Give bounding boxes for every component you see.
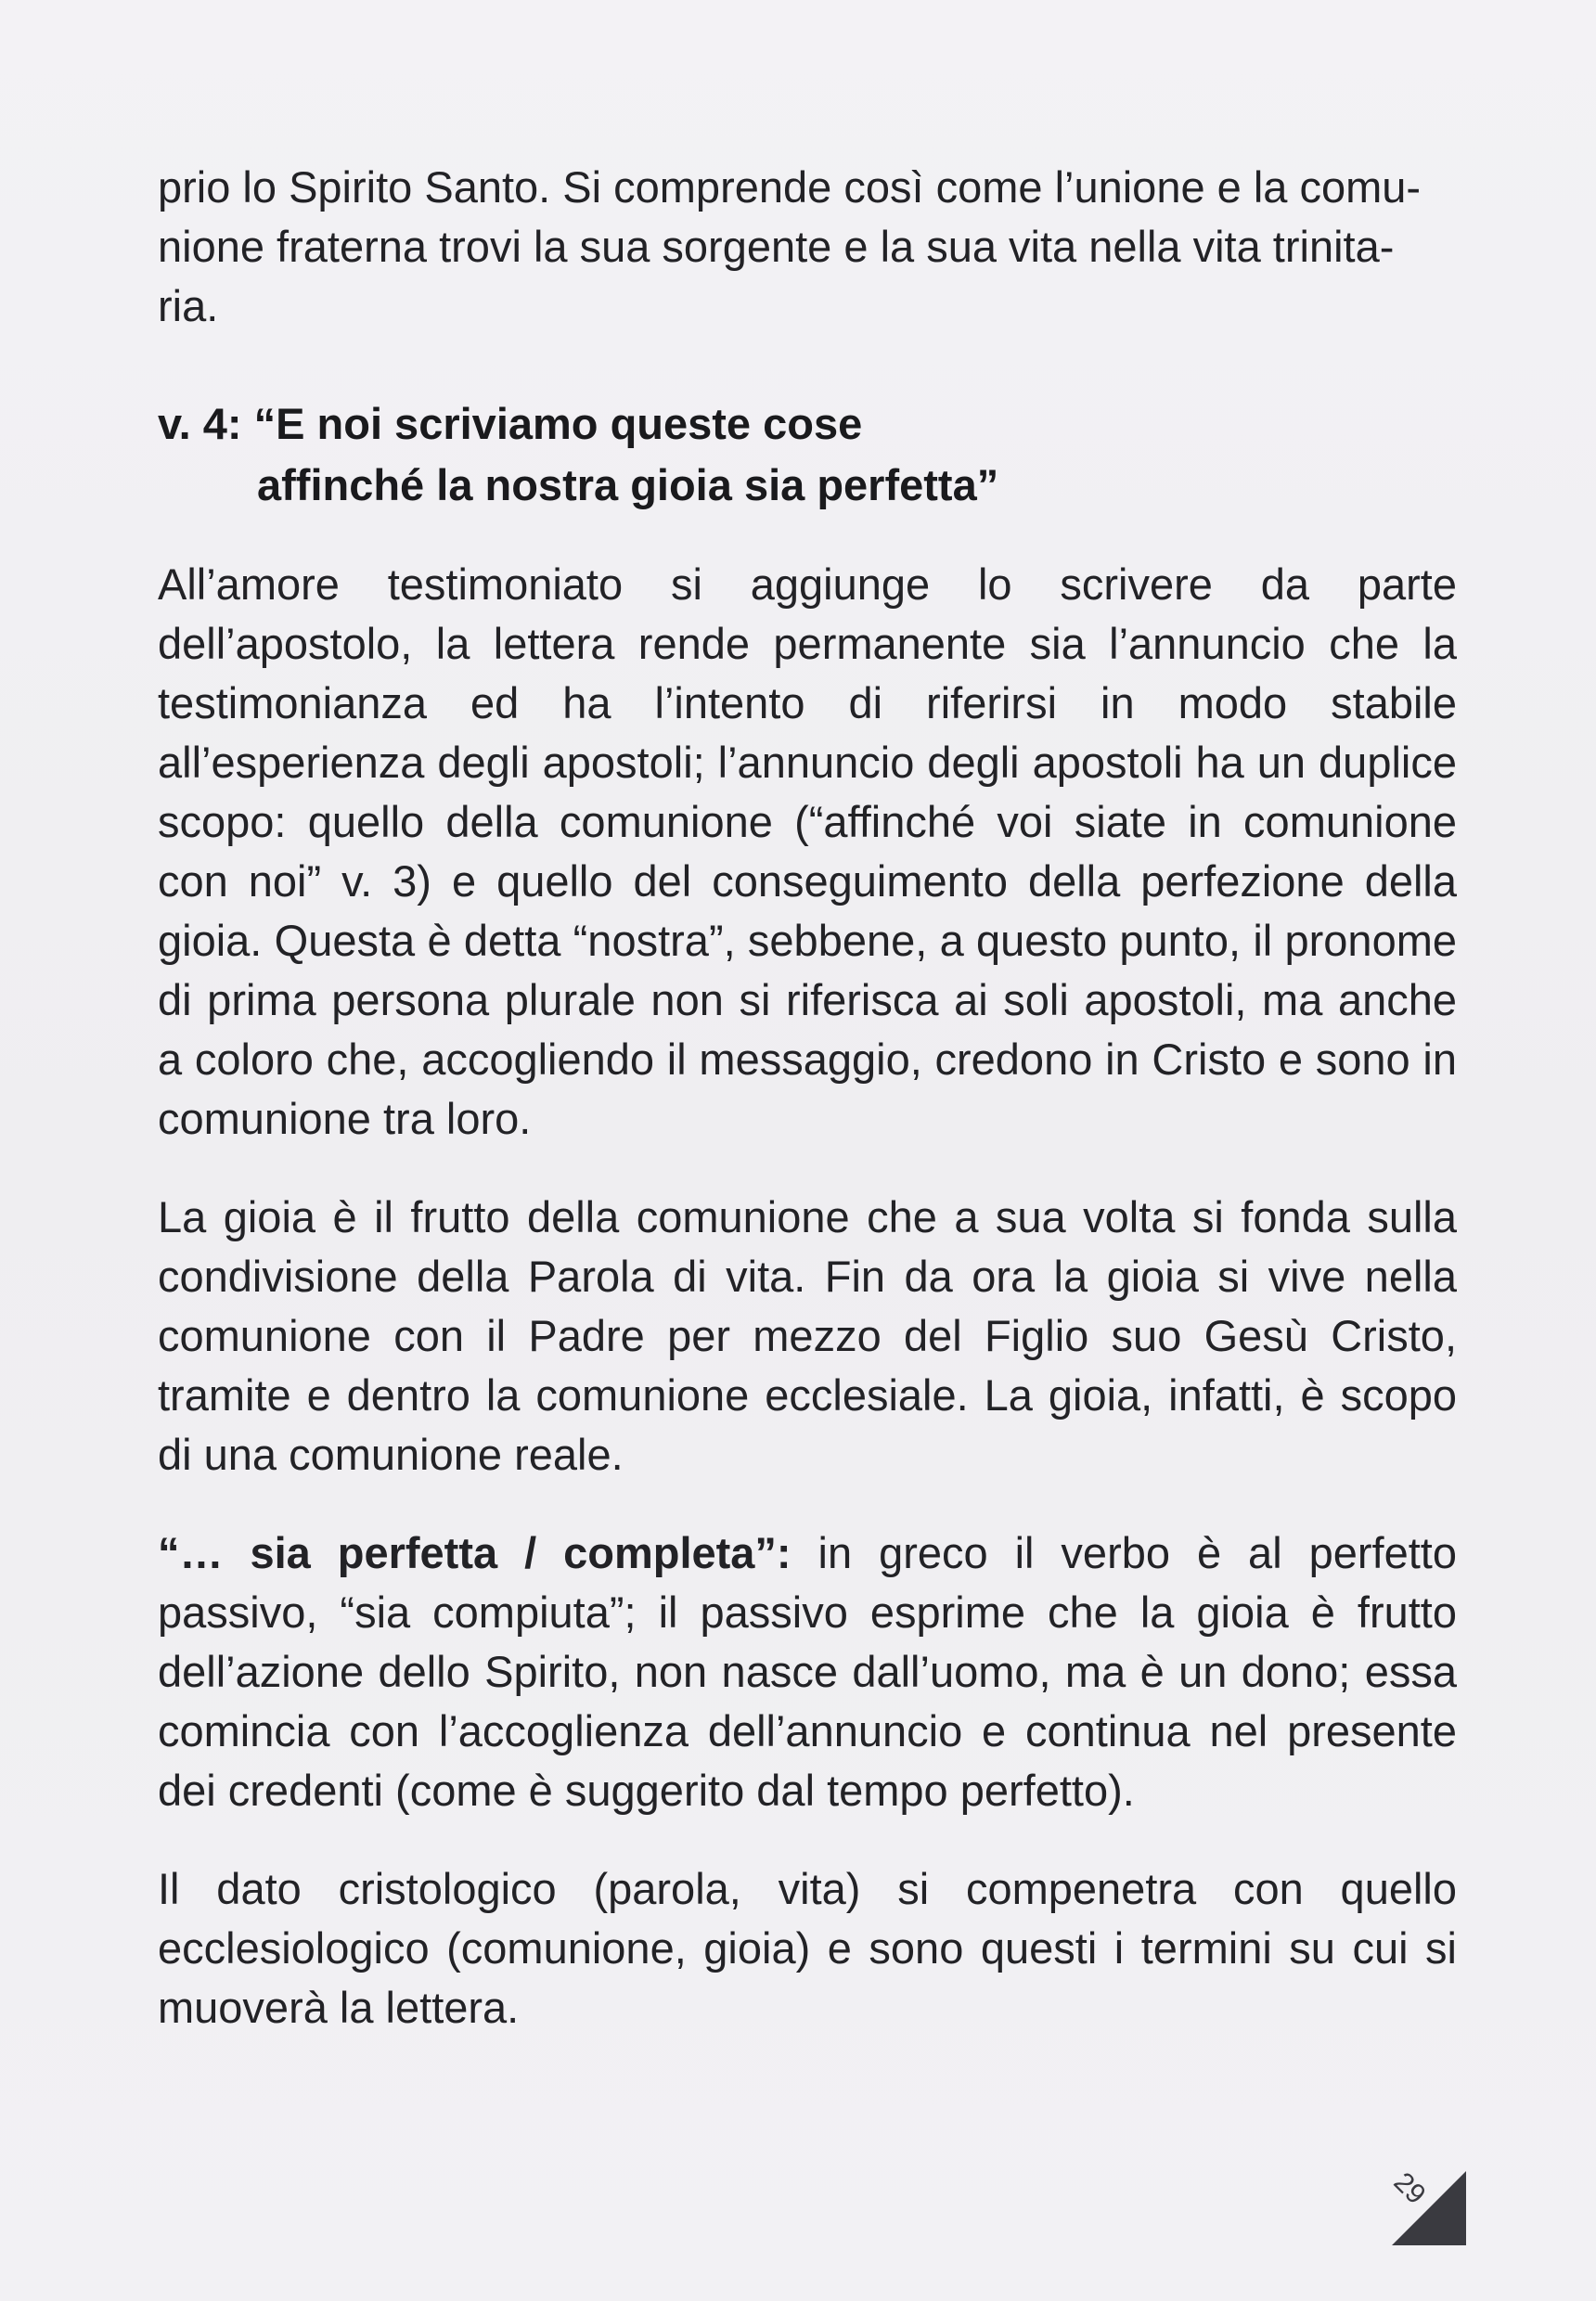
- heading-line-2: affinché la nostra gioia sia perfetta”: [257, 460, 999, 509]
- intro-line-1: prio lo Spirito Santo. Si comprende così come l’unione e la comu-: [158, 162, 1422, 212]
- paragraph-4: Il dato cristologico (parola, vita) si compenetra con quello ecclesiologico (comunione, gioia) e sono questi i termini su cui si muoverà la lettera.: [158, 1864, 1457, 2032]
- text-block: [158, 158, 1457, 2037]
- paragraph-2: La gioia è il frutto della comunione che a sua volta si fonda sulla condivisione della Parola di vita. Fin da ora la gioia si vive nella comunione con il Padre per mezzo del Figlio suo Gesù Cristo, tramite e dentro la comunione ecclesiale. La gioia, infatti, è scopo di una comunione reale.: [158, 1192, 1457, 1479]
- paragraph-3-lead: “… sia perfetta / completa”:: [158, 1528, 792, 1577]
- paragraph-1: All’amore testimoniato si aggiunge lo scrivere da parte dell’apostolo, la lettera rende permanente sia l’annuncio che la testimonianza ed ha l’intento di riferirsi in modo stabile all’esperienza degli apostoli; l’annuncio degli apostoli ha un duplice scopo: quello della comunione (“affinché voi siate in comunione con noi” v. 3) e quello del conseguimento della perfezione della gioia. Questa è detta “nostra”, sebbene, a questo punto, il pronome di prima persona plurale non si riferisca ai soli apostoli, ma anche a coloro che, accogliendo il messaggio, credono in Cristo e sono in comunione tra loro.: [158, 559, 1457, 1143]
- section-heading: [158, 393, 1457, 516]
- intro-line-2: nione fraterna trovi la sua sorgente e la sua vita nella vita trinita-: [158, 222, 1395, 271]
- paragraph-3: [158, 1523, 1457, 1820]
- intro-line-3: ria.: [158, 281, 219, 330]
- page-number-mark: [1387, 2166, 1466, 2245]
- intro-paragraph: [158, 158, 1457, 336]
- paragraph-3-rest: in greco il verbo è al perfetto passivo, “sia compiuta”; il passivo esprime che la gioia è frutto dell’azione dello Spirito, non nasce dall’uomo, ma è un dono; essa comincia con l’accoglienza dell’annuncio e continua nel presente dei credenti (come è suggerito dal tempo perfetto).: [158, 1528, 1457, 1815]
- page-number: 29: [1387, 2166, 1432, 2211]
- heading-line-1: v. 4: “E noi scriviamo queste cose: [158, 399, 863, 448]
